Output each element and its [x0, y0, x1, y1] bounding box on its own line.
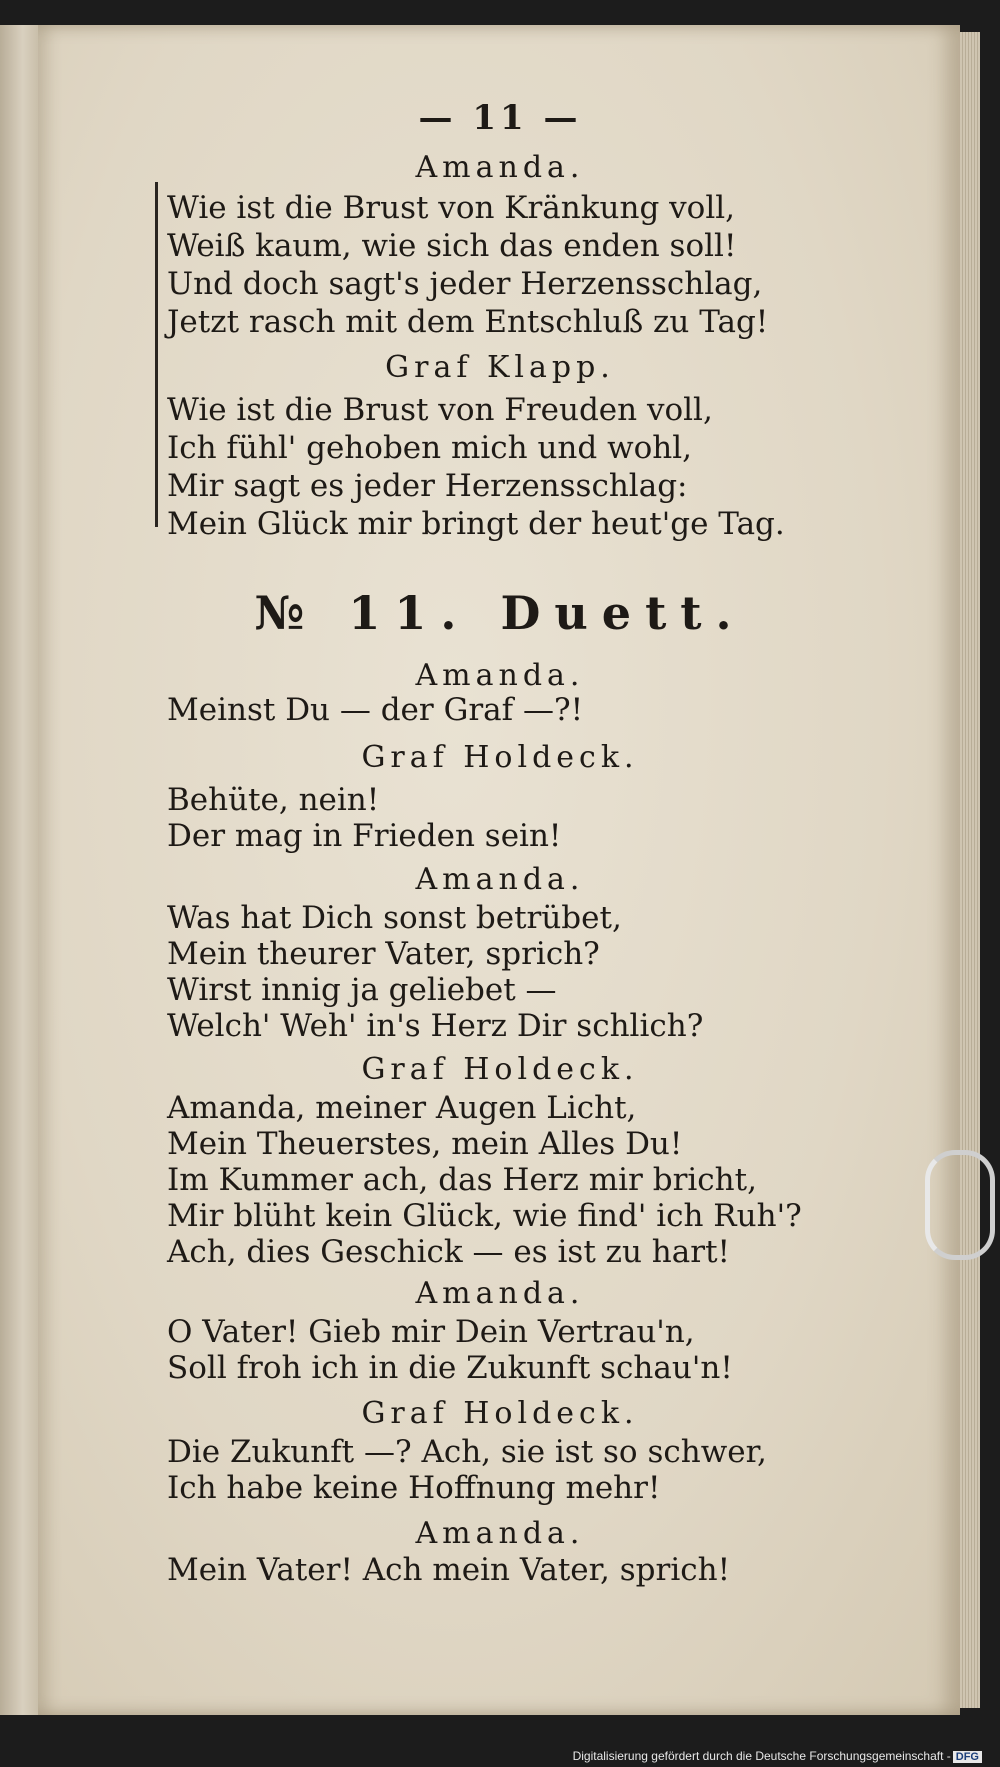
verse-line: Wie ist die Brust von Kränkung voll,	[167, 190, 736, 226]
verse-line: Mein Theuerstes, mein Alles Du!	[167, 1126, 683, 1162]
speaker-amanda: Amanda.	[415, 150, 585, 185]
verse-line: Im Kummer ach, das Herz mir bricht,	[167, 1162, 757, 1198]
verse-line: Mir blüht kein Glück, wie find' ich Ruh'?	[167, 1198, 802, 1234]
verse-line: Meinst Du — der Graf —?!	[167, 692, 584, 728]
verse-line: Was hat Dich sonst betrübet,	[167, 900, 622, 936]
verse-line: Jetzt rasch mit dem Entschluß zu Tag!	[167, 304, 769, 340]
verse-line: Amanda, meiner Augen Licht,	[167, 1090, 637, 1126]
page-clip	[925, 1150, 995, 1260]
speaker-amanda: Amanda.	[415, 1276, 585, 1311]
page-number: — 11 —	[418, 98, 582, 138]
verse-line: Weiß kaum, wie sich das enden soll!	[167, 228, 737, 264]
verse-line: Ich fühl' gehoben mich und wohl,	[167, 430, 693, 466]
verse-line: Mein Glück mir bringt der heut'ge Tag.	[167, 506, 785, 542]
verse-line: O Vater! Gieb mir Dein Vertrau'n,	[167, 1314, 695, 1350]
speaker-graf-klapp: Graf Klapp.	[385, 350, 615, 385]
speaker-graf-holdeck: Graf Holdeck.	[361, 1396, 639, 1431]
verse-line: Ach, dies Geschick — es ist zu hart!	[167, 1234, 730, 1270]
verse-line: Mir sagt es jeder Herzensschlag:	[167, 468, 688, 504]
verse-line: Der mag in Frieden sein!	[167, 818, 562, 854]
speaker-graf-holdeck: Graf Holdeck.	[361, 1052, 639, 1087]
verse-line: Mein Vater! Ach mein Vater, sprich!	[167, 1552, 731, 1588]
section-heading: № 11. Duett.	[254, 586, 746, 640]
verse-line: Und doch sagt's jeder Herzensschlag,	[167, 266, 763, 302]
verse-line: Die Zukunft —? Ach, sie ist so schwer,	[167, 1434, 767, 1470]
speaker-amanda: Amanda.	[415, 862, 585, 897]
footer-text: Digitalisierung gefördert durch die Deutsche Forschungsgemeinschaft -	[572, 1749, 951, 1763]
speaker-amanda: Amanda.	[415, 658, 585, 693]
speaker-graf-holdeck: Graf Holdeck.	[361, 740, 639, 775]
speaker-amanda: Amanda.	[415, 1516, 585, 1551]
verse-line: Welch' Weh' in's Herz Dir schlich?	[167, 1008, 704, 1044]
footer-credit	[573, 1749, 982, 1763]
verse-line: Soll froh ich in die Zukunft schau'n!	[167, 1350, 733, 1386]
dfg-logo: DFG	[953, 1751, 982, 1763]
verse-line: Mein theurer Vater, sprich?	[167, 936, 600, 972]
verse-line: Ich habe keine Hoffnung mehr!	[167, 1470, 661, 1506]
verse-line: Behüte, nein!	[167, 782, 380, 818]
verse-line: Wie ist die Brust von Freuden voll,	[167, 392, 713, 428]
verse-line: Wirst innig ja geliebet —	[167, 972, 557, 1008]
